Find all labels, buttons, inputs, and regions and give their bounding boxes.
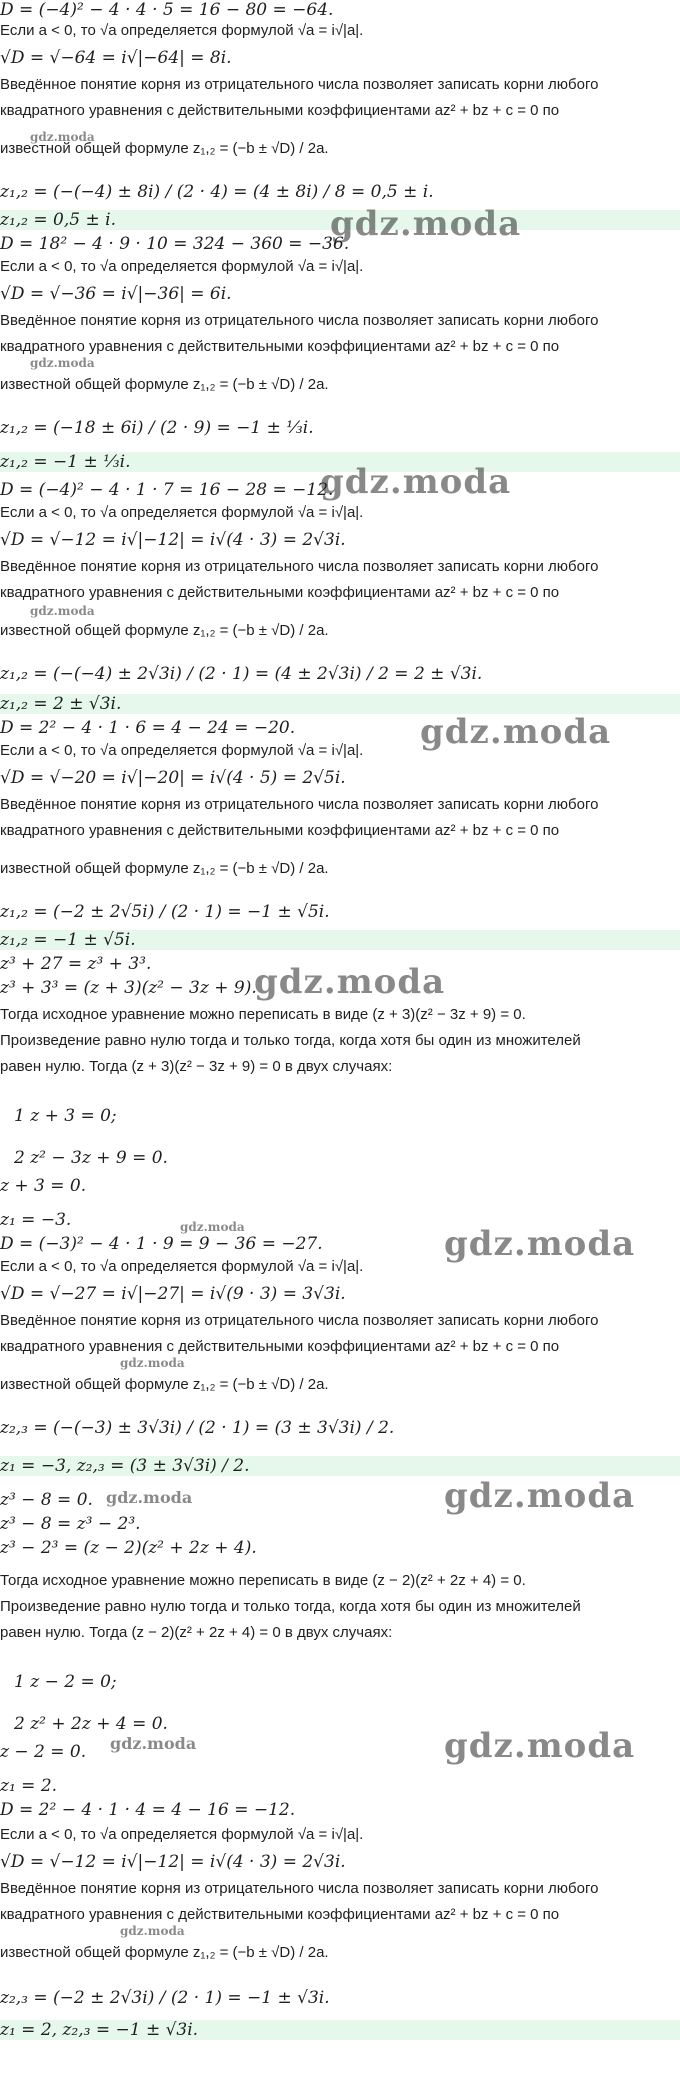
text-line: z + 3 = 0. <box>0 1176 87 1196</box>
text-line: z₁ = −3. <box>0 1210 72 1230</box>
watermark-logo: gdz.moda <box>180 1220 245 1234</box>
watermark-logo: gdz.moda <box>444 1224 636 1264</box>
watermark-logo: gdz.moda <box>110 1734 197 1753</box>
text-line: √D = √−12 = i√|−12| = i√(4 · 3) = 2√3i. <box>0 530 346 550</box>
text-line: D = (−4)² − 4 · 4 · 5 = 16 − 80 = −64. <box>0 0 334 20</box>
text-line: Произведение равно нулю тогда и только тогда, когда хотя бы один из множителей <box>0 1032 581 1049</box>
text-line: Если a < 0, то √a определяется формулой √a = i√|a|. <box>0 1258 364 1275</box>
answer-line: z₁,₂ = −1 ± ⅓i. <box>0 452 680 472</box>
text-line: z₂,₃ = (−2 ± 2√3i) / (2 · 1) = −1 ± √3i. <box>0 1988 330 2008</box>
text-line: √D = √−20 = i√|−20| = i√(4 · 5) = 2√5i. <box>0 768 346 788</box>
text-line: √D = √−36 = i√|−36| = 6i. <box>0 284 232 304</box>
text-line: квадратного уравнения с действительными коэффициентами az² + bz + c = 0 по <box>0 338 560 355</box>
watermark-logo: gdz.moda <box>106 1488 193 1507</box>
text-line: квадратного уравнения с действительными коэффициентами az² + bz + c = 0 по <box>0 1338 560 1355</box>
watermark-logo: gdz.moda <box>320 462 512 502</box>
watermark-logo: gdz.moda <box>254 962 446 1002</box>
watermark-logo: gdz.moda <box>120 1924 185 1938</box>
text-line: D = 18² − 4 · 9 · 10 = 324 − 360 = −36. <box>0 234 350 254</box>
text-line: √D = √−64 = i√|−64| = 8i. <box>0 48 232 68</box>
text-line: Введённое понятие корня из отрицательного числа позволяет записать корни любого <box>0 1880 599 1897</box>
case-item: 1 z + 3 = 0; <box>14 1106 117 1126</box>
watermark-logo: gdz.moda <box>30 604 95 618</box>
answer-line: z₁,₂ = −1 ± √5i. <box>0 930 680 950</box>
text-line: √D = √−12 = i√|−12| = i√(4 · 3) = 2√3i. <box>0 1852 346 1872</box>
answer-line: z₁ = −3, z₂,₃ = (3 ± 3√3i) / 2. <box>0 1456 680 1476</box>
text-line: D = (−4)² − 4 · 1 · 7 = 16 − 28 = −12. <box>0 480 334 500</box>
text-line: Если a < 0, то √a определяется формулой √a = i√|a|. <box>0 22 364 39</box>
watermark-logo: gdz.moda <box>30 130 95 144</box>
text-line: равен нулю. Тогда (z − 2)(z² + 2z + 4) = 0 в двух случаях: <box>0 1624 393 1641</box>
text-line: z₁ = 2. <box>0 1776 58 1796</box>
text-line: Введённое понятие корня из отрицательного числа позволяет записать корни любого <box>0 312 599 329</box>
text-line: Тогда исходное уравнение можно переписать в виде (z + 3)(z² − 3z + 9) = 0. <box>0 1006 526 1023</box>
text-line: z₂,₃ = (−(−3) ± 3√3i) / (2 · 1) = (3 ± 3√3i) / 2. <box>0 1418 395 1438</box>
text-line: Если a < 0, то √a определяется формулой √a = i√|a|. <box>0 1826 364 1843</box>
text-line: √D = √−27 = i√|−27| = i√(9 · 3) = 3√3i. <box>0 1284 346 1304</box>
watermark-logo: gdz.moda <box>444 1476 636 1516</box>
text-line: z³ − 8 = z³ − 2³. <box>0 1514 141 1534</box>
text-line: квадратного уравнения с действительными коэффициентами az² + bz + c = 0 по <box>0 822 560 839</box>
text-line: z₁,₂ = (−2 ± 2√5i) / (2 · 1) = −1 ± √5i. <box>0 902 330 922</box>
text-line: z³ − 2³ = (z − 2)(z² + 2z + 4). <box>0 1538 257 1558</box>
watermark-logo: gdz.moda <box>420 712 612 752</box>
text-line: Введённое понятие корня из отрицательного числа позволяет записать корни любого <box>0 76 599 93</box>
text-line: Введённое понятие корня из отрицательного числа позволяет записать корни любого <box>0 1312 599 1329</box>
text-line: z₁,₂ = (−(−4) ± 2√3i) / (2 · 1) = (4 ± 2√3i) / 2 = 2 ± √3i. <box>0 664 483 684</box>
text-line: Тогда исходное уравнение можно переписать в виде (z − 2)(z² + 2z + 4) = 0. <box>0 1572 526 1589</box>
text-line: квадратного уравнения с действительными коэффициентами az² + bz + c = 0 по <box>0 1906 560 1923</box>
text-line: квадратного уравнения с действительными коэффициентами az² + bz + c = 0 по <box>0 102 560 119</box>
text-line: Если a < 0, то √a определяется формулой √a = i√|a|. <box>0 258 364 275</box>
text-line: z³ + 3³ = (z + 3)(z² − 3z + 9). <box>0 978 257 998</box>
watermark-logo: gdz.moda <box>120 1356 185 1370</box>
answer-line: z₁ = 2, z₂,₃ = −1 ± √3i. <box>0 2020 680 2040</box>
text-line: известной общей формуле z₁,₂ = (−b ± √D) / 2a. <box>0 140 329 157</box>
case-item: 1 z − 2 = 0; <box>14 1672 117 1692</box>
text-line: Если a < 0, то √a определяется формулой √a = i√|a|. <box>0 742 364 759</box>
text-line: D = 2² − 4 · 1 · 4 = 4 − 16 = −12. <box>0 1800 296 1820</box>
watermark-logo: gdz.moda <box>444 1726 636 1766</box>
text-line: Введённое понятие корня из отрицательного числа позволяет записать корни любого <box>0 558 599 575</box>
text-line: Если a < 0, то √a определяется формулой √a = i√|a|. <box>0 504 364 521</box>
watermark-logo: gdz.moda <box>30 356 95 370</box>
text-line: квадратного уравнения с действительными коэффициентами az² + bz + c = 0 по <box>0 584 560 601</box>
text-line: z³ + 27 = z³ + 3³. <box>0 954 152 974</box>
text-line: равен нулю. Тогда (z + 3)(z² − 3z + 9) = 0 в двух случаях: <box>0 1058 393 1075</box>
text-line: известной общей формуле z₁,₂ = (−b ± √D) / 2a. <box>0 376 329 393</box>
text-line: Введённое понятие корня из отрицательного числа позволяет записать корни любого <box>0 796 599 813</box>
case-item: 2 z² + 2z + 4 = 0. <box>14 1714 168 1734</box>
text-line: Произведение равно нулю тогда и только тогда, когда хотя бы один из множителей <box>0 1598 581 1615</box>
watermark-logo: gdz.moda <box>330 204 522 244</box>
text-line: z − 2 = 0. <box>0 1742 87 1762</box>
text-line: D = 2² − 4 · 1 · 6 = 4 − 24 = −20. <box>0 718 296 738</box>
text-line: известной общей формуле z₁,₂ = (−b ± √D) / 2a. <box>0 622 329 639</box>
text-line: z₁,₂ = (−18 ± 6i) / (2 · 9) = −1 ± ⅓i. <box>0 418 314 438</box>
answer-line: z₁,₂ = 0,5 ± i. <box>0 210 680 230</box>
text-line: известной общей формуле z₁,₂ = (−b ± √D) / 2a. <box>0 1944 329 1961</box>
case-item: 2 z² − 3z + 9 = 0. <box>14 1148 168 1168</box>
text-line: известной общей формуле z₁,₂ = (−b ± √D) / 2a. <box>0 1376 329 1393</box>
text-line: D = (−3)² − 4 · 1 · 9 = 9 − 36 = −27. <box>0 1234 323 1254</box>
text-line: z₁,₂ = (−(−4) ± 8i) / (2 · 4) = (4 ± 8i) / 8 = 0,5 ± i. <box>0 182 434 202</box>
answer-line: z₁,₂ = 2 ± √3i. <box>0 694 680 714</box>
text-line: z³ − 8 = 0. <box>0 1490 93 1510</box>
text-line: известной общей формуле z₁,₂ = (−b ± √D) / 2a. <box>0 860 329 877</box>
